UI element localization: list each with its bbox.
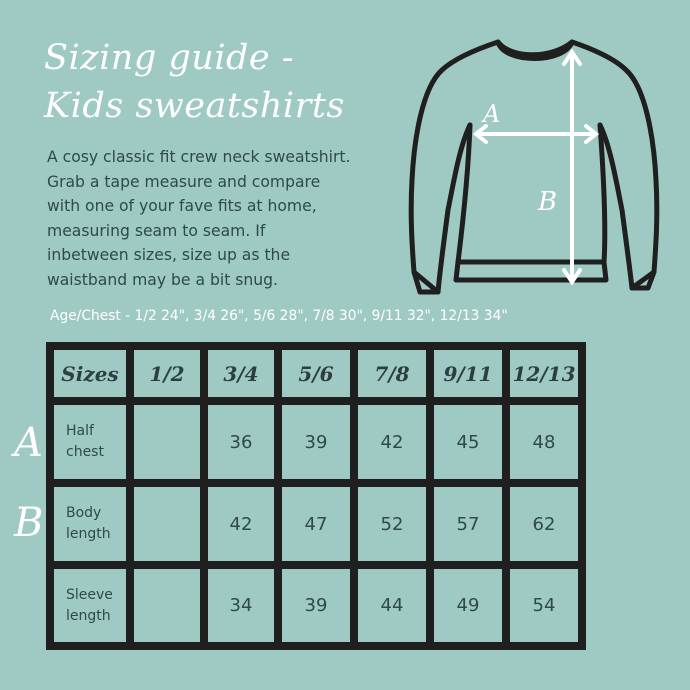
description-line: with one of your fave fits at home, xyxy=(47,197,317,215)
table-header-1-2: 1/2 xyxy=(149,361,185,386)
description-line: measuring seam to seam. If xyxy=(47,221,266,240)
table-cell xyxy=(134,487,200,561)
table-header-5-6: 5/6 xyxy=(298,361,334,386)
table-cell xyxy=(134,405,200,479)
description-line: Grab a tape measure and compare xyxy=(47,172,321,191)
diagram-label-b: B xyxy=(538,187,558,217)
row-label-line: Body xyxy=(66,505,102,521)
table-cell: 49 xyxy=(456,595,480,616)
sweatshirt-diagram xyxy=(400,30,670,300)
sweatshirt-right-sleeve xyxy=(498,42,657,288)
description-line: waistband may be a bit snug. xyxy=(47,270,279,289)
page-title xyxy=(44,34,345,130)
title-line-1: Sizing guide - xyxy=(44,38,295,78)
table-cell: 57 xyxy=(456,513,480,535)
row-letter-b: B xyxy=(14,500,44,546)
table-cell: 42 xyxy=(229,513,253,535)
table-cell: 47 xyxy=(304,513,328,535)
row-label-line: length xyxy=(66,607,111,624)
table-cell: 45 xyxy=(456,431,480,453)
table-header-7-8: 7/8 xyxy=(374,361,410,386)
table-row-label xyxy=(54,487,126,561)
sweatshirt-waistband xyxy=(456,262,606,280)
table-cell: 34 xyxy=(229,595,253,616)
table-row-label xyxy=(54,569,126,642)
title-line-2: Kids sweatshirts xyxy=(44,86,345,126)
table-header-sizes: Sizes xyxy=(61,361,119,386)
table-cell: 36 xyxy=(229,431,253,453)
table-cell: 54 xyxy=(532,595,556,616)
table-row-label xyxy=(54,405,126,479)
table-cell xyxy=(134,569,200,642)
table-cell: 48 xyxy=(532,431,556,453)
row-label-line: length xyxy=(66,526,111,542)
age-chest-note: Age/Chest - 1/2 24", 3/4 26", 5/6 28", 7/8 30", 9/11 32", 12/13 34" xyxy=(50,308,508,324)
row-label-line: chest xyxy=(66,444,104,460)
table-cell: 52 xyxy=(380,513,404,535)
table-header-12-13: 12/13 xyxy=(512,361,576,386)
row-label-line: Half xyxy=(66,423,94,439)
row-label-line: Sleeve xyxy=(66,586,113,603)
table-cell: 39 xyxy=(304,431,328,453)
table-cell: 62 xyxy=(532,513,556,535)
sweatshirt-left-sleeve xyxy=(411,42,501,292)
row-letter-a: A xyxy=(14,420,43,466)
description-line: A cosy classic fit crew neck sweatshirt. xyxy=(47,148,351,166)
table-cell: 44 xyxy=(380,595,404,616)
table-header-9-11: 9/11 xyxy=(443,361,493,386)
table-header-3-4: 3/4 xyxy=(223,361,259,386)
sweatshirt-body xyxy=(458,125,605,262)
diagram-label-a: A xyxy=(483,100,501,128)
table-cell: 42 xyxy=(380,431,404,453)
description xyxy=(47,145,387,292)
table-cell: 39 xyxy=(304,595,328,616)
description-line: inbetween sizes, size up as the xyxy=(47,246,291,264)
